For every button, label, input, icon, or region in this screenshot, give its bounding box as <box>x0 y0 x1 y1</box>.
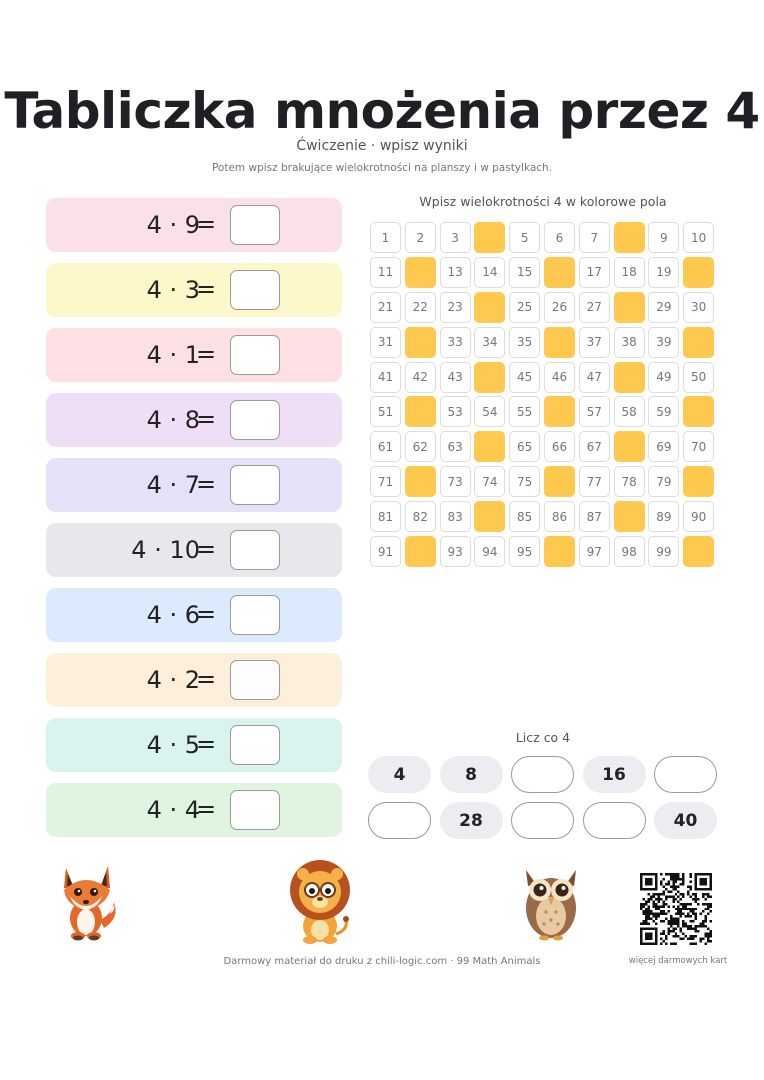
number-cell: 5 <box>509 222 540 253</box>
equation-expression: 4 · 5 <box>146 731 200 759</box>
number-cell: 90 <box>683 501 714 532</box>
equation-expression: 4 · 1 <box>146 341 200 369</box>
number-cell: 29 <box>648 292 679 323</box>
number-cell: 46 <box>544 362 575 393</box>
number-cell: 91 <box>370 536 401 567</box>
number-cell: 35 <box>509 327 540 358</box>
number-cell: 22 <box>405 292 436 323</box>
equals-sign: = <box>196 730 217 758</box>
blank-cell[interactable] <box>614 222 645 253</box>
number-cell: 55 <box>509 396 540 427</box>
number-cell: 9 <box>648 222 679 253</box>
number-cell: 31 <box>370 327 401 358</box>
qr-caption: więcej darmowych kart <box>628 956 728 966</box>
number-cell: 11 <box>370 257 401 288</box>
number-cell: 94 <box>474 536 505 567</box>
answer-box[interactable] <box>230 205 280 245</box>
number-cell: 51 <box>370 396 401 427</box>
number-cell: 61 <box>370 431 401 462</box>
blank-cell[interactable] <box>474 222 505 253</box>
number-cell: 73 <box>440 466 471 497</box>
equation-row <box>46 783 342 837</box>
number-cell: 53 <box>440 396 471 427</box>
blank-cell[interactable] <box>614 362 645 393</box>
number-cell: 95 <box>509 536 540 567</box>
number-cell: 71 <box>370 466 401 497</box>
equation-expression: 4 · 6 <box>146 601 200 629</box>
number-cell: 97 <box>579 536 610 567</box>
equation-list <box>46 198 342 848</box>
blank-cell[interactable] <box>614 292 645 323</box>
number-cell: 6 <box>544 222 575 253</box>
instruction-text: Potem wpisz brakujące wielokrotności na planszy i w pastylkach. <box>211 162 553 174</box>
equation-expression: 4 · 7 <box>146 471 200 499</box>
equals-sign: = <box>196 600 217 628</box>
number-cell: 18 <box>614 257 645 288</box>
answer-box[interactable] <box>230 465 280 505</box>
owl-illustration <box>520 862 582 942</box>
number-cell: 82 <box>405 501 436 532</box>
equation-row <box>46 263 342 317</box>
number-cell: 50 <box>683 362 714 393</box>
number-cell: 21 <box>370 292 401 323</box>
number-cell: 58 <box>614 396 645 427</box>
equals-sign: = <box>196 795 217 823</box>
equation-row <box>46 393 342 447</box>
number-cell: 87 <box>579 501 610 532</box>
number-cell: 38 <box>614 327 645 358</box>
number-cell: 59 <box>648 396 679 427</box>
number-cell: 45 <box>509 362 540 393</box>
equation-expression: 4 · 3 <box>146 276 200 304</box>
blank-cell[interactable] <box>544 257 575 288</box>
number-cell: 63 <box>440 431 471 462</box>
number-pill: 4 <box>368 756 431 793</box>
number-pill: 8 <box>440 756 503 793</box>
equation-row <box>46 458 342 512</box>
number-cell: 93 <box>440 536 471 567</box>
blank-cell[interactable] <box>544 327 575 358</box>
number-cell: 79 <box>648 466 679 497</box>
number-pill: 16 <box>583 756 646 793</box>
blank-cell[interactable] <box>474 501 505 532</box>
number-cell: 27 <box>579 292 610 323</box>
number-cell: 75 <box>509 466 540 497</box>
number-cell: 15 <box>509 257 540 288</box>
number-cell: 54 <box>474 396 505 427</box>
equals-sign: = <box>196 665 217 693</box>
equation-row <box>46 653 342 707</box>
blank-cell[interactable] <box>614 431 645 462</box>
equals-sign: = <box>196 535 217 563</box>
answer-box[interactable] <box>230 790 280 830</box>
number-cell: 77 <box>579 466 610 497</box>
answer-box[interactable] <box>230 660 280 700</box>
number-cell: 86 <box>544 501 575 532</box>
number-cell: 2 <box>405 222 436 253</box>
number-cell: 10 <box>683 222 714 253</box>
blank-cell[interactable] <box>405 396 436 427</box>
blank-cell[interactable] <box>474 362 505 393</box>
number-cell: 19 <box>648 257 679 288</box>
number-cell: 66 <box>544 431 575 462</box>
answer-box[interactable] <box>230 335 280 375</box>
number-cell: 69 <box>648 431 679 462</box>
page-title: Tabliczka mnożenia przez 4 <box>4 82 760 140</box>
blank-cell[interactable] <box>474 292 505 323</box>
equation-row <box>46 523 342 577</box>
number-cell: 33 <box>440 327 471 358</box>
equation-expression: 4 · 10 <box>131 536 200 564</box>
equation-expression: 4 · 4 <box>146 796 200 824</box>
blank-cell[interactable] <box>544 466 575 497</box>
empty-pill[interactable] <box>511 756 574 793</box>
number-cell: 42 <box>405 362 436 393</box>
footer-credit: Darmowy materiał do druku z chili-logic.com · 99 Math Animals <box>223 956 541 967</box>
equation-expression: 4 · 9 <box>146 211 200 239</box>
blank-cell[interactable] <box>683 257 714 288</box>
empty-pill[interactable] <box>583 802 646 839</box>
answer-box[interactable] <box>230 530 280 570</box>
equation-expression: 4 · 8 <box>146 406 200 434</box>
number-cell: 17 <box>579 257 610 288</box>
equation-row <box>46 198 342 252</box>
number-cell: 49 <box>648 362 679 393</box>
skip-count-pills <box>368 756 718 839</box>
number-cell: 83 <box>440 501 471 532</box>
equals-sign: = <box>196 275 217 303</box>
blank-cell[interactable] <box>683 327 714 358</box>
blank-cell[interactable] <box>683 536 714 567</box>
answer-box[interactable] <box>230 725 280 765</box>
equation-row <box>46 588 342 642</box>
answer-box[interactable] <box>230 270 280 310</box>
blank-cell[interactable] <box>544 536 575 567</box>
answer-box[interactable] <box>230 400 280 440</box>
equals-sign: = <box>196 470 217 498</box>
number-cell: 23 <box>440 292 471 323</box>
number-cell: 41 <box>370 362 401 393</box>
answer-box[interactable] <box>230 595 280 635</box>
number-cell: 43 <box>440 362 471 393</box>
number-cell: 34 <box>474 327 505 358</box>
blank-cell[interactable] <box>405 327 436 358</box>
number-cell: 57 <box>579 396 610 427</box>
empty-pill[interactable] <box>511 802 574 839</box>
equation-expression: 4 · 2 <box>146 666 200 694</box>
number-cell: 47 <box>579 362 610 393</box>
blank-cell[interactable] <box>544 396 575 427</box>
number-pill: 28 <box>440 802 503 839</box>
blank-cell[interactable] <box>405 536 436 567</box>
number-cell: 89 <box>648 501 679 532</box>
lion-illustration <box>284 856 356 946</box>
hundred-chart <box>370 222 716 567</box>
equation-row <box>46 718 342 772</box>
number-cell: 3 <box>440 222 471 253</box>
number-cell: 99 <box>648 536 679 567</box>
blank-cell[interactable] <box>474 431 505 462</box>
equals-sign: = <box>196 405 217 433</box>
hundred-chart-title: Wpisz wielokrotności 4 w kolorowe pola <box>419 194 667 209</box>
equals-sign: = <box>196 210 217 238</box>
blank-cell[interactable] <box>683 396 714 427</box>
number-cell: 30 <box>683 292 714 323</box>
skip-count-title: Licz co 4 <box>515 730 571 745</box>
number-cell: 78 <box>614 466 645 497</box>
number-cell: 81 <box>370 501 401 532</box>
number-cell: 98 <box>614 536 645 567</box>
number-cell: 70 <box>683 431 714 462</box>
number-cell: 39 <box>648 327 679 358</box>
number-cell: 14 <box>474 257 505 288</box>
empty-pill[interactable] <box>654 756 717 793</box>
number-cell: 67 <box>579 431 610 462</box>
number-cell: 7 <box>579 222 610 253</box>
blank-cell[interactable] <box>683 466 714 497</box>
number-cell: 37 <box>579 327 610 358</box>
blank-cell[interactable] <box>405 257 436 288</box>
qr-code-image <box>640 873 712 945</box>
number-cell: 62 <box>405 431 436 462</box>
blank-cell[interactable] <box>614 501 645 532</box>
number-cell: 25 <box>509 292 540 323</box>
number-pill: 40 <box>654 802 717 839</box>
equation-row <box>46 328 342 382</box>
number-cell: 85 <box>509 501 540 532</box>
empty-pill[interactable] <box>368 802 431 839</box>
number-cell: 74 <box>474 466 505 497</box>
equals-sign: = <box>196 340 217 368</box>
fox-illustration <box>54 858 122 942</box>
blank-cell[interactable] <box>405 466 436 497</box>
number-cell: 26 <box>544 292 575 323</box>
number-cell: 13 <box>440 257 471 288</box>
number-cell: 65 <box>509 431 540 462</box>
page-subtitle: Ćwiczenie · wpisz wyniki <box>296 138 468 154</box>
number-cell: 1 <box>370 222 401 253</box>
